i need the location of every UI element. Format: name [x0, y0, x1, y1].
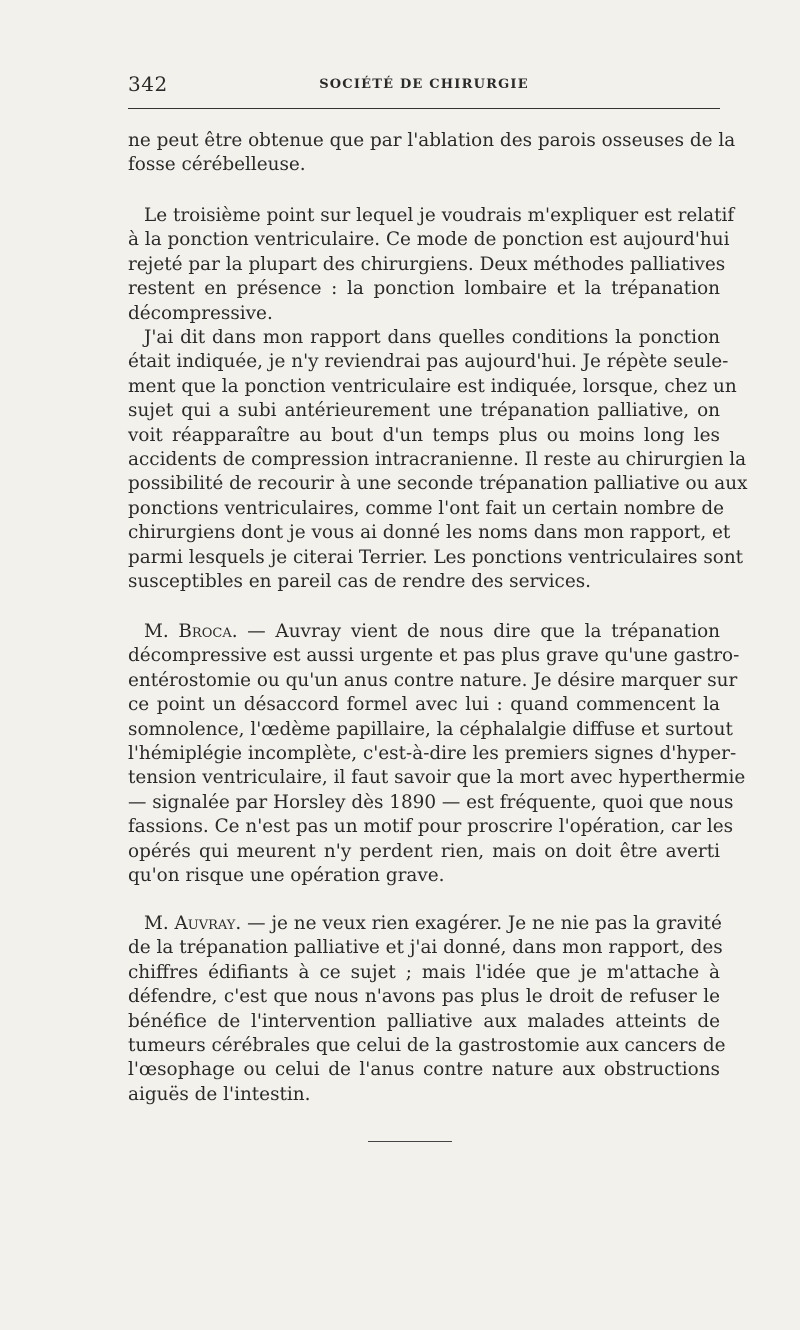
text-line: décompressive est aussi urgente et pas plus grave qu'une gastro- [128, 645, 740, 667]
text-line: entérostomie ou qu'un anus contre nature. Je désire marquer sur [128, 669, 738, 691]
text-line: susceptibles en pareil cas de rendre des services. [128, 571, 592, 593]
line-text: — Auvray vient de nous dire que la trépanation [237, 621, 720, 642]
text-line: ce point un désaccord formel avec lui : quand commencent la [128, 694, 720, 716]
paragraph-auvray [128, 912, 726, 1107]
text-line: fassions. Ce n'est pas un motif pour proscrire l'opération, car les [128, 816, 734, 838]
text-line: chiffres édifiants à ce sujet ; mais l'idée que je m'attache à [128, 961, 720, 983]
paragraph-2 [128, 204, 735, 326]
text-line: qu'on risque une opération grave. [128, 865, 445, 887]
page-header [128, 72, 720, 100]
text-line: de la trépanation palliative et j'ai donné, dans mon rapport, des [128, 937, 723, 959]
running-head: SOCIÉTÉ DE CHIRURGIE [319, 77, 529, 92]
paragraph-1 [128, 129, 736, 178]
page-number: 342 [128, 72, 168, 96]
header-rule [128, 108, 720, 109]
speaker-name: M. Auvray. [144, 913, 242, 934]
text-line: — signalée par Horsley dès 1890 — est fréquente, quoi que nous [128, 791, 734, 813]
text-line: rejeté par la plupart des chirurgiens. Deux méthodes palliatives [128, 253, 726, 275]
text-line: à la ponction ventriculaire. Ce mode de ponction est aujourd'hui [128, 229, 730, 251]
text-line: tumeurs cérébrales que celui de la gastrostomie aux cancers de [128, 1035, 726, 1057]
text-line: ponctions ventriculaires, comme l'ont fait un certain nombre de [128, 497, 725, 519]
text-line: bénéfice de l'intervention palliative aux malades atteints de [128, 1010, 720, 1032]
line-text: — je ne veux rien exagérer. Je ne nie pas la gravité [241, 913, 722, 934]
speaker-name: M. Broca. [144, 621, 238, 642]
paragraph-3 [128, 326, 748, 594]
text-line: accidents de compression intracranienne. Il reste au chirurgien la [128, 449, 747, 471]
text-line: l'hémiplégie incomplète, c'est-à-dire les premiers signes d'hyper- [128, 743, 737, 765]
text-line: était indiquée, je n'y reviendrai pas aujourd'hui. Je répète seule- [128, 351, 729, 373]
text-line [128, 620, 720, 644]
text-line: tension ventriculaire, il faut savoir que la mort avec hyperthermie [128, 767, 746, 789]
text-line: décompressive. [128, 302, 273, 324]
section-end-rule [368, 1141, 452, 1142]
text-line: aiguës de l'intestin. [128, 1083, 311, 1105]
paragraph-broca [128, 620, 746, 888]
text-line: chirurgiens dont je vous ai donné les noms dans mon rapport, et [128, 522, 731, 544]
text-line: Le troisième point sur lequel je voudrais m'expliquer est relatif [144, 205, 735, 226]
text-line [128, 912, 720, 936]
text-line: possibilité de recourir à une seconde trépanation palliative ou aux [128, 473, 748, 495]
text-line: ment que la ponction ventriculaire est indiquée, lorsque, chez un [128, 375, 737, 397]
text-line: défendre, c'est que nous n'avons pas plus le droit de refuser le [128, 986, 720, 1008]
text-line: ne peut être obtenue que par l'ablation des parois osseuses de la [128, 130, 736, 151]
text-line: voit réapparaître au bout d'un temps plus ou moins long les [128, 424, 720, 446]
text-line: fosse cérébelleuse. [128, 154, 306, 176]
text-line: J'ai dit dans mon rapport dans quelles conditions la ponction [144, 327, 720, 348]
text-line: opérés qui meurent n'y perdent rien, mais on doit être averti [128, 840, 720, 862]
text-line: restent en présence : la ponction lombaire et la trépanation [128, 278, 720, 300]
text-line: l'œsophage ou celui de l'anus contre nature aux obstructions [128, 1059, 720, 1081]
text-line: parmi lesquels je citerai Terrier. Les ponctions ventriculaires sont [128, 546, 744, 568]
text-line: sujet qui a subi antérieurement une trépanation palliative, on [128, 400, 720, 422]
text-line: somnolence, l'œdème papillaire, la céphalalgie diffuse et surtout [128, 718, 733, 740]
